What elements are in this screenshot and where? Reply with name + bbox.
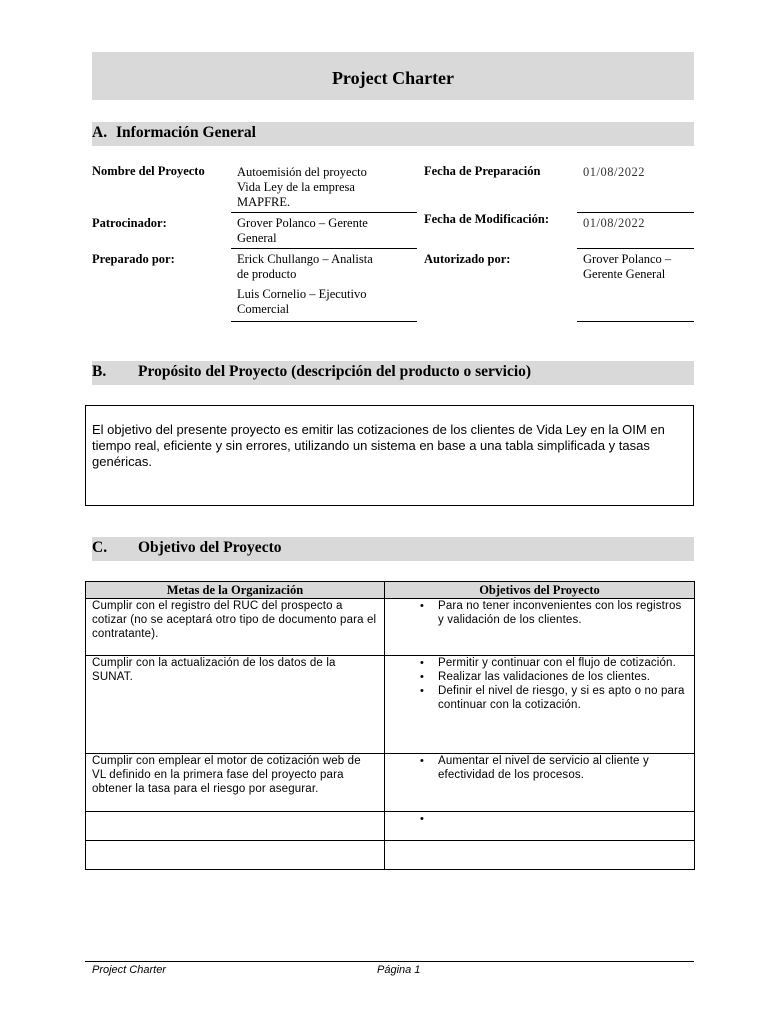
fecha-preparacion-underline [577,212,694,213]
list-item [420,656,688,670]
preparado-line: Comercial [237,302,290,316]
autorizado-line: Gerente General [583,267,666,281]
patrocinador-label: Patrocinador: [92,216,167,230]
meta-cell: Cumplir con el registro del RUC del prospecto a cotizar (no se aceptará otro tipo de documento para el contratante). [86,599,385,656]
nombre-value [237,165,417,210]
bullet-icon: • [420,685,425,697]
fecha-modificacion-underline [577,248,694,249]
autorizado-underline [577,321,694,322]
table-row [86,599,695,656]
objetivos-list [391,599,688,627]
fecha-modificacion-value: 01/08/2022 [583,216,645,230]
list-item [420,754,688,782]
fecha-preparacion-label: Fecha de Preparación [424,164,541,178]
section-b-title: Propósito del Proyecto (descripción del producto o servicio) [138,363,532,380]
preparado-line: Erick Chullango – Analista [237,252,373,266]
proposito-text: El objetivo del presente proyecto es emitir las cotizaciones de los clientes de Vida Ley en la OIM en tiempo real, eficiente y sin errores, utilizando un sistema en base a una tabla simplificada y tasas genéricas. [92,422,665,469]
list-item [420,599,688,627]
meta-cell: Cumplir con la actualización de los datos de la SUNAT. [86,656,385,754]
objetivos-list [391,754,688,782]
meta-cell [86,841,385,870]
meta-cell: Cumplir con emplear el motor de cotización web de VL definido en la primera fase del proyecto para obtener la tasa para el riesgo por asegurar. [86,754,385,812]
patrocinador-value [237,216,417,246]
table-header-row [86,582,695,599]
table-row [86,754,695,812]
table-row [86,841,695,870]
footer-page-number: Página 1 [377,964,421,976]
section-a-letter: A. [92,124,108,141]
preparado-underline [231,321,417,322]
nombre-label: Nombre del Proyecto [92,164,205,178]
objetivos-cell [385,812,695,841]
section-c-title: Objetivo del Proyecto [138,539,282,556]
proposito-box [85,405,694,506]
section-b-header [92,361,694,385]
bullet-icon: • [420,600,425,612]
preparado-label: Preparado por: [92,252,175,266]
autorizado-label: Autorizado por: [424,252,511,266]
objetivo-text: Permitir y continuar con el flujo de cotización. [438,657,676,669]
section-c-letter: C. [92,539,108,556]
section-a-title: Información General [116,124,256,141]
autorizado-value [583,252,694,282]
nombre-line: Vida Ley de la empresa [237,180,355,194]
objetivos-cell [385,841,695,870]
objetivos-cell [385,754,695,812]
fecha-modificacion-label: Fecha de Modificación: [424,212,549,226]
document-title: Project Charter [92,52,694,100]
autorizado-line: Grover Polanco – [583,252,672,266]
nombre-line: MAPFRE. [237,195,291,209]
patrocinador-underline [231,248,417,249]
footer-doc-title: Project Charter [92,964,166,976]
preparado-line: Luis Cornelio – Ejecutivo [237,287,367,301]
nombre-line: Autoemisión del proyecto [237,165,367,179]
objetivos-cell [385,599,695,656]
bullet-icon: • [420,671,425,683]
list-item [420,670,688,684]
objetivos-cell [385,656,695,754]
patrocinador-line: General [237,231,277,245]
objetivo-text: Definir el nivel de riesgo, y si es apto o no para continuar con la cotización. [438,685,685,711]
fecha-preparacion-value: 01/08/2022 [583,165,645,179]
preparado-value-2 [237,287,417,317]
meta-cell [86,812,385,841]
objetivos-table [85,581,695,870]
preparado-line: de producto [237,267,297,281]
table-row [86,812,695,841]
objetivos-list [391,656,688,712]
objetivo-text: Aumentar el nivel de servicio al cliente y efectividad de los procesos. [438,755,649,781]
bullet-icon: • [420,755,425,767]
nombre-underline [231,212,417,213]
patrocinador-line: Grover Polanco – Gerente [237,216,368,230]
header-metas: Metas de la Organización [86,582,385,599]
section-c-header [92,537,694,561]
section-a-header [92,122,694,146]
preparado-value-1 [237,252,417,282]
bullet-icon: • [420,813,425,825]
objetivo-text: Realizar las validaciones de los clientes. [438,671,651,683]
footer-rule [85,961,694,962]
table-row [86,656,695,754]
header-objetivos: Objetivos del Proyecto [385,582,695,599]
list-item [420,684,688,712]
bullet-icon: • [420,657,425,669]
objetivo-text: Para no tener inconvenientes con los registros y validación de los clientes. [438,600,682,626]
section-b-letter: B. [92,363,107,380]
